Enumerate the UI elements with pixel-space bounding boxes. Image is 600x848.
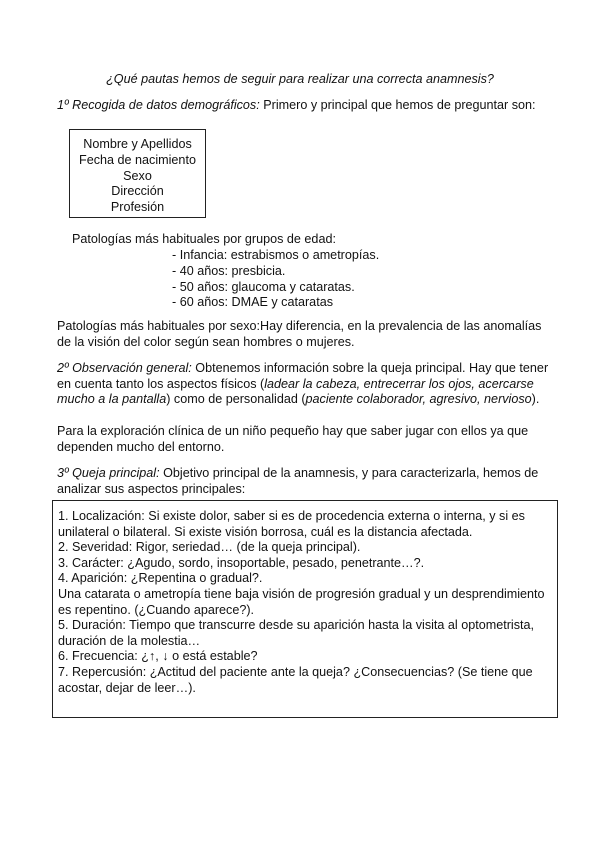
age-item: - 60 años: DMAE y cataratas [172,295,333,310]
age-pathologies-intro: Patologías más habituales por grupos de edad: [72,232,336,246]
section2-text: ) como de personalidad ( [166,392,306,407]
demographic-item: Nombre y Apellidos [83,137,192,151]
section2-personality-examples: paciente colaborador, agresivo, nervioso [305,392,532,407]
section2-heading: 2º Observación general: [57,361,192,375]
aspect-item: 3. Carácter: ¿Agudo, sordo, insoportable, pesado, penetrante…?. [58,555,425,570]
section1-heading: 1º Recogida de datos demográficos: [57,98,260,112]
complaint-aspects-box [52,500,558,718]
section1-paragraph [57,98,557,114]
age-item: - Infancia: estrabismos o ametropías. [172,248,380,262]
aspect-item: 6. Frecuencia: ¿↑, ↓ o está estable? [58,649,258,664]
section3-paragraph [57,466,557,497]
section3-text: Objetivo principal de la anamnesis, y para caracterizarla, hemos de analizar sus aspectos principales: [57,466,539,496]
aspect-item: 7. Repercusión: ¿Actitud del paciente ante la queja? ¿Consecuencias? (Se tiene que acostar, dejar de leer…). [58,664,533,695]
age-pathologies-list [172,248,379,311]
aspect-item: 5. Duración: Tiempo que transcurre desde su aparición hasta la visita al optometrista, duración de la molestia… [58,618,535,648]
age-item: - 40 años: presbicia. [172,263,286,278]
demographic-item: Dirección [111,184,164,199]
demographic-item: Sexo [123,168,152,183]
demographic-item: Profesión [110,200,165,215]
aspect-note: Una catarata o ametropía tiene baja visión de progresión gradual y un desprendimiento es repentino. (¿Cuando aparece?). [58,586,545,617]
page-title: ¿Qué pautas hemos de seguir para realizar una correcta anamnesis? [106,72,494,86]
demographic-data-box [69,129,206,218]
aspect-item: 4. Aparición: ¿Repentina o gradual?. [58,571,263,586]
section2-text: ). [531,392,540,407]
aspect-item: 2. Severidad: Rigor, seriedad… (de la queja principal). [58,540,361,555]
age-item: - 50 años: glaucoma y cataratas. [172,279,355,294]
demographic-item: Fecha de nacimiento [79,152,196,167]
section2-text: Obtenemos información sobre la queja principal. Hay que tener en cuenta tanto los aspectos físicos ( [57,361,549,391]
section2-paragraph [57,361,557,408]
sex-pathologies-paragraph: Patologías más habituales por sexo:Hay diferencia, en la prevalencia de las anomalías de la visión del color según sean hombres o mujeres. [57,319,542,349]
section1-text: Primero y principal que hemos de preguntar son: [259,98,536,112]
section3-heading: 3º Queja principal: [57,466,160,480]
section2-physical-examples: ladear la cabeza, entrecerrar los ojos, acercarse mucho a la pantalla [57,376,534,407]
aspect-item: 1. Localización: Si existe dolor, saber si es de procedencia externa o interna, y si es unilateral o bilateral. Si existe visión borrosa, cuál es la distancia afectada. [58,509,525,539]
child-exam-paragraph: Para la exploración clínica de un niño pequeño hay que saber jugar con ellos ya que dependen mucho del entorno. [57,424,529,454]
